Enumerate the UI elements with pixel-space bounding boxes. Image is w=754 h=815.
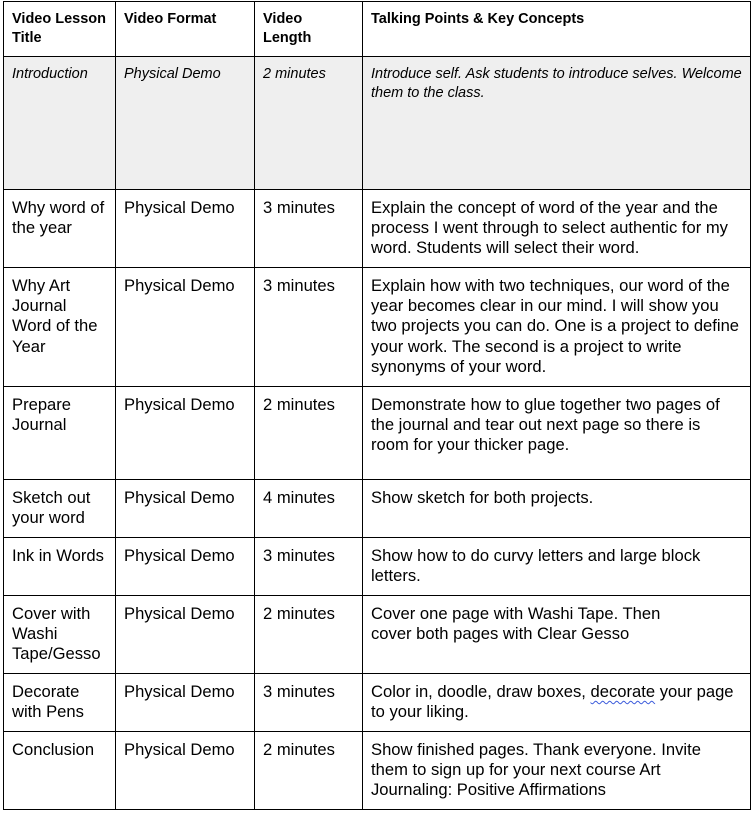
lesson-title-cell: Sketch out your word: [4, 480, 116, 538]
table-row: [4, 538, 751, 596]
table-row: [4, 596, 751, 674]
header-video-length: Video Length: [255, 2, 363, 57]
table-row: [4, 57, 751, 190]
lesson-title-cell: Cover with Washi Tape/Gesso: [4, 596, 116, 674]
talking-points-line-2: cover both pages with Clear Gesso: [371, 624, 630, 644]
video-length-cell: 2 minutes: [255, 387, 363, 480]
video-format-cell: Physical Demo: [116, 732, 255, 810]
talking-points-cell: Explain the concept of word of the year and the process I went through to select authentic for my word. Students will select their word.: [363, 190, 751, 268]
table-row: [4, 674, 751, 732]
talking-points-cell: [363, 674, 751, 732]
lesson-title-cell: Ink in Words: [4, 538, 116, 596]
lesson-plan-table: [3, 1, 751, 810]
video-format-cell: Physical Demo: [116, 57, 255, 190]
talking-points-cell: [363, 596, 751, 674]
video-length-cell: 3 minutes: [255, 268, 363, 387]
video-format-cell: Physical Demo: [116, 190, 255, 268]
video-length-cell: 3 minutes: [255, 674, 363, 732]
header-video-format: Video Format: [116, 2, 255, 57]
talking-points-cell: Explain how with two techniques, our word of the year becomes clear in our mind. I will show you two projects you can do. One is a project to define your work. The second is a project to write synonyms of your word.: [363, 268, 751, 387]
talking-points-text-after: your page to your liking.: [371, 682, 734, 722]
header-talking-points: Talking Points & Key Concepts: [363, 2, 751, 57]
video-length-cell: 4 minutes: [255, 480, 363, 538]
video-format-cell: Physical Demo: [116, 596, 255, 674]
talking-points-cell: Show finished pages. Thank everyone. Invite them to sign up for your next course Art Journaling: Positive Affirmations: [363, 732, 751, 810]
video-length-cell: 3 minutes: [255, 190, 363, 268]
spellcheck-flagged-word[interactable]: decorate: [590, 682, 656, 701]
lesson-title-cell: Prepare Journal: [4, 387, 116, 480]
video-format-cell: Physical Demo: [116, 480, 255, 538]
talking-points-line-1: Cover one page with Washi Tape. Then: [371, 604, 661, 623]
video-length-cell: 2 minutes: [255, 732, 363, 810]
table-row: [4, 480, 751, 538]
talking-points-text-before: Color in, doodle, draw boxes,: [371, 682, 591, 701]
talking-points-cell: Show sketch for both projects.: [363, 480, 751, 538]
video-format-cell: Physical Demo: [116, 268, 255, 387]
lesson-title-cell: Introduction: [4, 57, 116, 190]
lesson-title-cell: Conclusion: [4, 732, 116, 810]
talking-points-cell: Demonstrate how to glue together two pages of the journal and tear out next page so there is room for your thicker page.: [363, 387, 751, 480]
table-row: [4, 732, 751, 810]
video-format-cell: Physical Demo: [116, 387, 255, 480]
lesson-title-cell: Why word of the year: [4, 190, 116, 268]
talking-points-cell: Show how to do curvy letters and large block letters.: [363, 538, 751, 596]
video-length-cell: 2 minutes: [255, 57, 363, 190]
video-length-cell: 2 minutes: [255, 596, 363, 674]
video-format-cell: Physical Demo: [116, 674, 255, 732]
video-format-cell: Physical Demo: [116, 538, 255, 596]
lesson-title-cell: Why Art Journal Word of the Year: [4, 268, 116, 387]
header-video-lesson-title: Video Lesson Title: [4, 2, 116, 57]
table-row: [4, 387, 751, 480]
table-row: [4, 268, 751, 387]
lesson-title-cell: Decorate with Pens: [4, 674, 116, 732]
table-header-row: [4, 2, 751, 57]
talking-points-cell: Introduce self. Ask students to introduce selves. Welcome them to the class.: [363, 57, 751, 190]
video-length-cell: 3 minutes: [255, 538, 363, 596]
table-row: [4, 190, 751, 268]
